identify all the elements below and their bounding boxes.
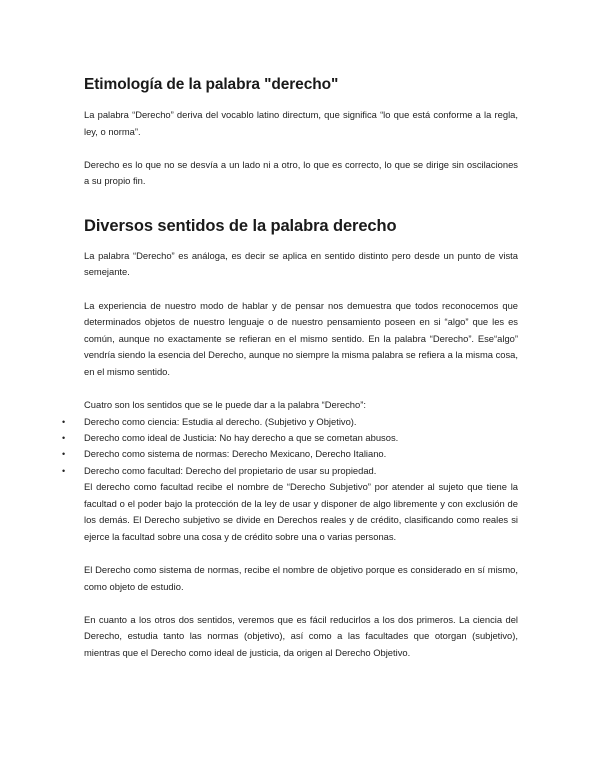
- paragraph-experiencia: La experiencia de nuestro modo de hablar y de pensar nos demuestra que todos reconocemos que determinados objetos de nuestro lenguaje o de nuestro pensamiento poseen en si “algo” que les es común, aunque no exactamente se refieran en el mismo sentido. En la palabra “Derecho”. Ese“algo” vendría siendo la esencia del Derecho, aunque no siempre la misma palabra se refiera a la misma cosa, en el mismo sentido.: [84, 299, 518, 377]
- list-item-text: Derecho como ciencia: Estudia al derecho. (Subjetivo y Objetivo).: [84, 415, 357, 427]
- document-page: [62, 76, 518, 678]
- bullet-icon: •: [62, 433, 66, 444]
- list-item-text: Derecho como ideal de Justicia: No hay derecho a que se cometan abusos.: [84, 432, 399, 444]
- list-item: [62, 430, 518, 446]
- paragraph-derecho-objetivo: El Derecho como sistema de normas, recibe el nombre de objetivo porque es considerado en sí mismo, como objeto de estudio.: [84, 564, 518, 592]
- section-heading-etimologia: Etimología de la palabra "derecho": [84, 76, 339, 93]
- list-intro: Cuatro son los sentidos que se le puede dar a la palabra “Derecho”:: [84, 399, 366, 411]
- paragraph-origen-palabra: La palabra “Derecho” deriva del vocablo latino directum, que significa “lo que está conforme a la regla, ley, o norma”.: [84, 109, 518, 137]
- list-item-text: Derecho como facultad: Derecho del propietario de usar su propiedad.: [84, 464, 377, 476]
- paragraph-otros-sentidos: En cuanto a los otros dos sentidos, veremos que es fácil reducirlos a los dos primeros. La ciencia del Derecho, estudia tanto las normas (objetivo), así como a las facultades que otorgan (subjetivo), mientras que el Derecho como ideal de justicia, da origen al Derecho Objetivo.: [84, 613, 518, 658]
- paragraph-definicion-derecho: Derecho es lo que no se desvía a un lado ni a otro, lo que es correcto, lo que se dirige sin oscilaciones a su propio fin.: [84, 158, 518, 187]
- list-item: [62, 463, 518, 479]
- bullet-icon: •: [62, 449, 66, 460]
- bullet-icon: •: [62, 465, 66, 476]
- bullet-icon: •: [62, 416, 66, 427]
- paragraph-derecho-subjetivo: El derecho como facultad recibe el nombre de “Derecho Subjetivo” por atender al sujeto que tiene la facultad o el poder bajo la protección de la ley de usar y disponer de algo libremente y con exclusión de los demás. El Derecho subjetivo se divide en Derechos reales y de crédito, clasificando como reales si ejerce la facultad sobre una cosa y de crédito sobre una o varias personas.: [84, 481, 518, 543]
- sentidos-list: [62, 414, 518, 480]
- paragraph-analoga: La palabra “Derecho” es análoga, es decir se aplica en sentido distinto pero desde un punto de vista semejante.: [84, 249, 518, 278]
- list-item-text: Derecho como sistema de normas: Derecho Mexicano, Derecho Italiano.: [84, 448, 387, 460]
- section-heading-sentidos: Diversos sentidos de la palabra derecho: [84, 216, 397, 235]
- list-item: [62, 414, 518, 430]
- list-item: [62, 446, 518, 462]
